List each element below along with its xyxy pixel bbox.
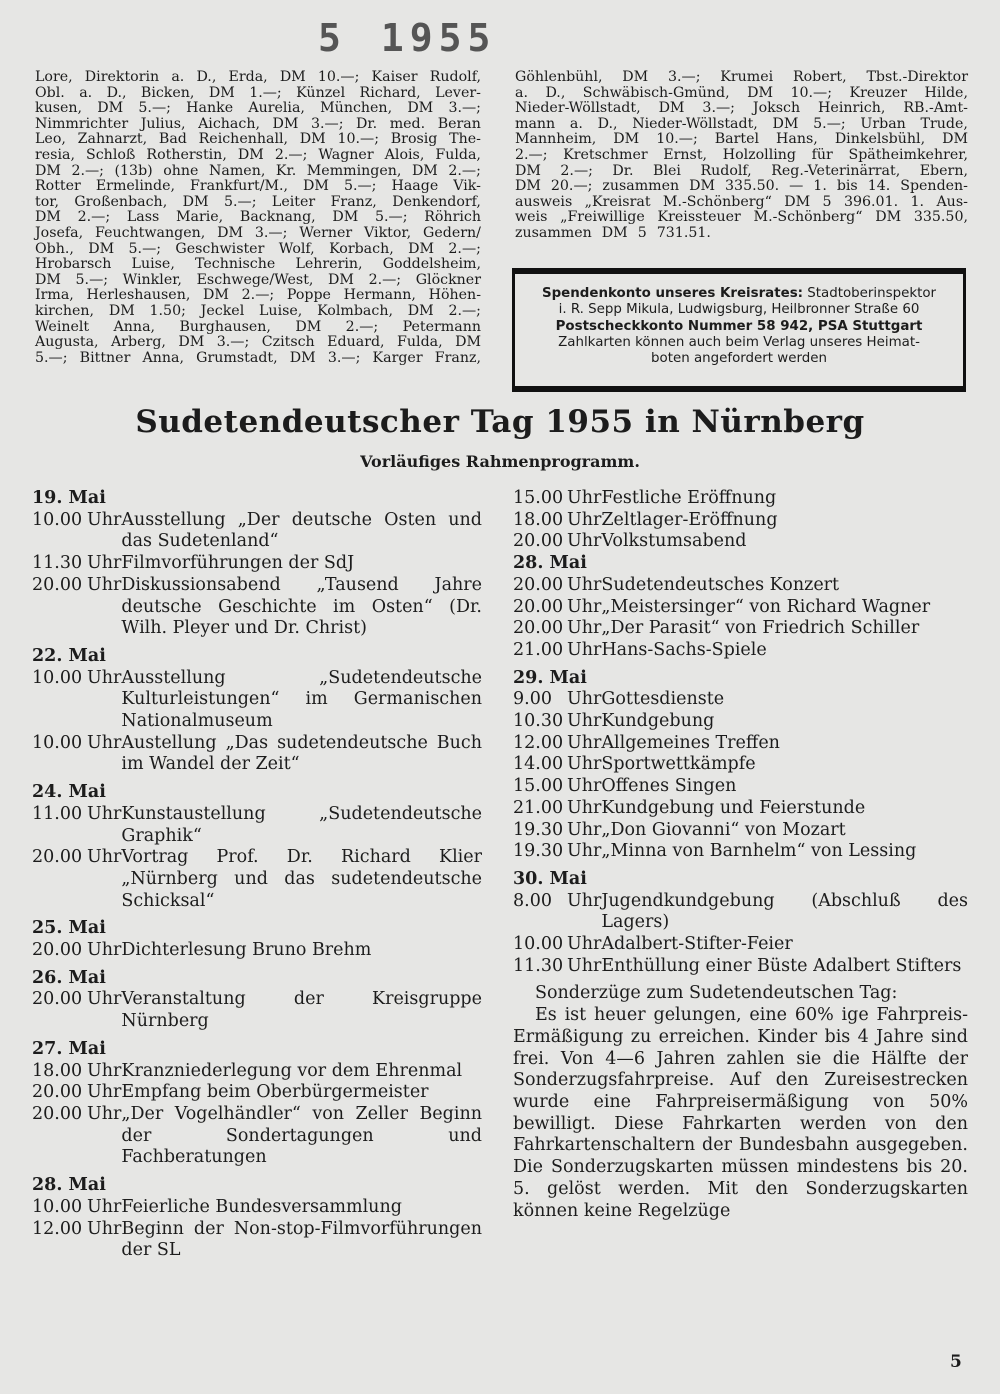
donor-line: Leo, Zahnarzt, Bad Reichenhall, DM 10.—; Brosig The- [35, 131, 481, 148]
program-day: 30. Mai [513, 868, 587, 889]
item-uhr: Uhr [87, 1196, 122, 1217]
item-uhr: Uhr [567, 797, 602, 818]
program-item [513, 488, 968, 510]
donor-line: weis „Freiwillige Kreissteuer M.-Schönberg“ DM 335.50, [515, 209, 968, 226]
program-item [32, 733, 482, 776]
item-time: 15.00 [513, 776, 564, 797]
program-item [513, 597, 968, 619]
donor-line: tor, Großenbach, DM 5.—; Leiter Franz, Denkendorf, [35, 193, 481, 210]
item-time: 12.00 [32, 1218, 83, 1239]
donor-line: DM 2.—; Lass Marie, Backnang, DM 5.—; Röhrich [35, 209, 481, 226]
item-uhr: Uhr [567, 890, 602, 911]
item-uhr: Uhr [87, 553, 122, 574]
program-item [32, 553, 482, 575]
item-uhr: Uhr [567, 531, 602, 552]
program-item [32, 510, 482, 553]
item-uhr: Uhr [567, 574, 602, 595]
item-time: 8.00 [513, 890, 552, 911]
item-time: 12.00 [513, 732, 564, 753]
program-item [513, 531, 968, 553]
donor-line: Obh., DM 5.—; Geschwister Wolf, Korbach, DM 2.—; [35, 240, 481, 257]
item-text: Gottesdienste [601, 689, 725, 710]
item-time: 18.00 [513, 509, 564, 530]
item-text: „Meistersinger“ von Richard Wagner [601, 596, 931, 617]
item-text: Zeltlager-Eröffnung [601, 509, 778, 530]
item-text: „Der Parasit“ von Friedrich Schiller [601, 618, 920, 639]
donor-line: Weinelt Anna, Burghausen, DM 2.—; Petermann [35, 318, 481, 335]
item-uhr: Uhr [567, 841, 602, 862]
article-title: Sudetendeutscher Tag 1955 in Nürnberg [135, 404, 865, 440]
donor-line: Rotter Ermelinde, Frankfurt/M., DM 5.—; Haage Vik- [35, 178, 481, 195]
program-item [513, 689, 968, 711]
program-day: 26. Mai [32, 967, 106, 988]
item-uhr: Uhr [567, 819, 602, 840]
item-text: Empfang beim Oberbürgermeister [121, 1082, 429, 1103]
item-uhr: Uhr [87, 847, 122, 868]
stamp-number: 5 [318, 16, 347, 60]
item-text: Allgemeines Treffen [601, 732, 780, 753]
item-time: 20.00 [32, 1082, 83, 1103]
box-note: Zahlkarten können auch beim Verlag unseres Heimat- [558, 334, 920, 350]
article-subtitle: Vorläufiges Rahmenprogramm. [360, 452, 640, 471]
program-day: 22. Mai [32, 645, 106, 666]
program-left-column [32, 488, 482, 1262]
item-uhr: Uhr [567, 509, 602, 530]
donor-line: Augusta, Arberg, DM 3.—; Czitsch Eduard, Fulda, DM [35, 334, 481, 351]
donor-line: Mannheim, DM 10.—; Bartel Hans, Dinkelsbühl, DM [515, 131, 968, 148]
donor-line: zusammen DM 5 731.51. [515, 224, 711, 241]
item-uhr: Uhr [567, 732, 602, 753]
item-uhr: Uhr [87, 574, 122, 595]
program-item [513, 776, 968, 798]
item-time: 10.30 [513, 711, 564, 732]
item-time: 20.00 [32, 847, 83, 868]
donor-line: Josefa, Feuchtwangen, DM 3.—; Werner Viktor, Gedern/ [35, 224, 481, 241]
program-item [513, 956, 968, 978]
program-item [32, 1061, 482, 1083]
item-uhr: Uhr [567, 776, 602, 797]
item-text: „Der Vogelhändler“ von Zeller Beginn der Sondertagungen und Fachberatungen [121, 1103, 482, 1168]
donor-line: kirchen, DM 1.50; Jeckel Luise, Kolmbach, DM 2.—; [35, 302, 481, 319]
item-text: Kunstaustellung „Sudetendeutsche Graphik“ [121, 803, 482, 846]
item-text: Filmvorführungen der SdJ [121, 553, 355, 574]
donor-line: Nimmrichter Julius, Aichach, DM 3.—; Dr. med. Beran [35, 115, 481, 132]
donor-line: Irma, Herleshausen, DM 2.—; Poppe Hermann, Höhen- [35, 287, 481, 304]
item-text: Veranstaltung der Kreisgruppe Nürnberg [121, 989, 482, 1032]
item-uhr: Uhr [567, 618, 602, 639]
item-uhr: Uhr [87, 803, 122, 824]
donor-line: DM 5.—; Winkler, Eschwege/West, DM 2.—; Glöckner [35, 271, 481, 288]
item-uhr: Uhr [87, 940, 122, 961]
item-uhr: Uhr [87, 1103, 122, 1124]
item-time: 21.00 [513, 797, 564, 818]
program-item [513, 733, 968, 755]
program-item [32, 1082, 482, 1104]
donor-line: 2.—; Kretschmer Ernst, Holzolling für Spätheimkehrer, [515, 146, 968, 163]
item-text: Enthüllung einer Büste Adalbert Stifters [601, 955, 962, 976]
program-item [513, 575, 968, 597]
donor-line: DM 2.—; Dr. Blei Rudolf, Reg.-Veterinärrat, Ebern, [515, 162, 968, 179]
item-time: 20.00 [32, 1103, 83, 1124]
program-item [513, 841, 968, 863]
item-text: Ausstellung „Sudetendeutsche Kulturleistungen“ im Germanischen Nationalmuseum [121, 667, 482, 732]
donor-line: mann a. D., Nieder-Wöllstadt, DM 5.—; Urban Trude, [515, 115, 968, 132]
program-item [513, 891, 968, 934]
program-item [32, 989, 482, 1032]
box-heading: Spendenkonto unseres Kreisrates: [541, 286, 804, 301]
program-item [32, 1219, 482, 1262]
item-uhr: Uhr [567, 488, 602, 508]
stamp-year: 1955 [380, 16, 497, 60]
donor-line: Lore, Direktorin a. D., Erda, DM 10.—; Kaiser Rudolf, [35, 69, 481, 85]
program-item [513, 510, 968, 532]
program-day: 28. Mai [32, 1175, 106, 1196]
item-time: 20.00 [513, 531, 564, 552]
item-text: Sportwettkämpfe [601, 754, 756, 775]
box-text: Stadtoberinspektor [803, 286, 937, 301]
program-day: 27. Mai [32, 1038, 106, 1059]
item-uhr: Uhr [87, 509, 122, 530]
item-time: 10.00 [32, 667, 83, 688]
item-text: Offenes Singen [601, 776, 737, 797]
item-text: Austellung „Das sudetendeutsche Buch im Wandel der Zeit“ [121, 732, 482, 775]
item-time: 14.00 [513, 754, 564, 775]
item-time: 15.00 [513, 488, 564, 508]
item-uhr: Uhr [87, 1060, 122, 1081]
item-uhr: Uhr [567, 689, 602, 710]
program-day: 28. Mai [513, 553, 587, 574]
program-item [513, 711, 968, 733]
item-text: Vortrag Prof. Dr. Richard Klier „Nürnberg und das sudetendeutsche Schicksal“ [121, 847, 482, 911]
item-time: 20.00 [513, 618, 564, 639]
donor-line: 5.—; Bittner Anna, Grumstadt, DM 3.—; Karger Franz, [35, 349, 481, 366]
item-text: Ausstellung „Der deutsche Osten und das Sudetenland“ [121, 509, 482, 552]
donor-line: ausweis „Kreisrat M.-Schönberg“ DM 5 396.01. 1. Aus- [515, 193, 968, 210]
item-text: Adalbert-Stifter-Feier [601, 934, 793, 955]
item-text: Festliche Eröffnung [601, 488, 777, 508]
program-day: 24. Mai [32, 782, 106, 803]
donor-list-right [515, 70, 968, 242]
program-item [32, 1197, 482, 1219]
program-item [513, 640, 968, 662]
item-time: 20.00 [513, 596, 564, 617]
item-time: 20.00 [32, 940, 83, 961]
item-uhr: Uhr [87, 1218, 122, 1239]
item-time: 11.00 [32, 803, 83, 824]
item-uhr: Uhr [87, 732, 122, 753]
program-item [32, 575, 482, 640]
program-item [513, 618, 968, 640]
donor-line: Hrobarsch Luise, Technische Lehrerin, Goddelsheim, [35, 256, 481, 273]
item-time: 18.00 [32, 1060, 83, 1081]
box-address: i. R. Sepp Mikula, Ludwigsburg, Heilbronner Straße 60 [558, 302, 920, 318]
item-uhr: Uhr [567, 596, 602, 617]
item-time: 10.00 [32, 509, 83, 530]
notes-heading: Sonderzüge zum Sudetendeutschen Tag: [535, 983, 898, 1004]
program-item [513, 820, 968, 842]
item-time: 20.00 [32, 574, 83, 595]
item-time: 10.00 [513, 934, 564, 955]
program-item [32, 668, 482, 733]
program-item [513, 754, 968, 776]
item-uhr: Uhr [567, 955, 602, 976]
special-trains-note [513, 983, 968, 1222]
item-time: 9.00 [513, 689, 552, 710]
item-uhr: Uhr [567, 711, 602, 732]
program-day: 29. Mai [513, 667, 587, 688]
item-uhr: Uhr [567, 754, 602, 775]
item-time: 21.00 [513, 639, 564, 660]
item-time: 20.00 [513, 574, 564, 595]
item-text: Kranzniederlegung vor dem Ehrenmal [121, 1060, 463, 1081]
item-uhr: Uhr [87, 989, 122, 1010]
item-uhr: Uhr [87, 1082, 122, 1103]
program-item [32, 940, 482, 962]
item-uhr: Uhr [87, 667, 122, 688]
item-text: Hans-Sachs-Spiele [601, 639, 767, 660]
program-item [513, 798, 968, 820]
item-time: 10.00 [32, 732, 83, 753]
donor-line: Obl. a. D., Bicken, DM 1.—; Künzel Richard, Lever- [35, 84, 481, 101]
page-number: 5 [950, 1352, 962, 1372]
item-text: Diskussionsabend „Tausend Jahre deutsche Geschichte im Osten“ (Dr. Wilh. Pleyer und Dr. Christ) [121, 574, 482, 639]
donation-account-box [512, 268, 966, 392]
item-uhr: Uhr [567, 934, 602, 955]
box-note-cont: boten angefordert werden [651, 351, 827, 367]
program-day: 25. Mai [32, 918, 106, 939]
item-text: Dichterlesung Bruno Brehm [121, 940, 372, 961]
donor-line: DM 20.—; zusammen DM 335.50. — 1. bis 14. Spenden- [515, 178, 968, 195]
donor-line: Nieder-Wöllstadt, DM 3.—; Joksch Heinrich, RB.-Amt- [515, 100, 968, 117]
donor-line: resia, Schloß Rotherstin, DM 2.—; Wagner Alois, Fulda, [35, 146, 481, 163]
donor-line: DM 2.—; (13b) ohne Namen, Kr. Memmingen, DM 2.—; [35, 162, 481, 179]
item-time: 11.30 [513, 955, 564, 976]
item-text: „Don Giovanni“ von Mozart [601, 819, 846, 840]
program-item [513, 934, 968, 956]
item-text: Jugendkundgebung (Abschluß des Lagers) [601, 890, 968, 933]
item-text: Volkstumsabend [601, 531, 747, 552]
date-stamp [318, 16, 530, 60]
item-time: 10.00 [32, 1196, 83, 1217]
donor-line: Göhlenbühl, DM 3.—; Krumei Robert, Tbst.-Direktor [515, 69, 968, 85]
item-text: „Minna von Barnhelm“ von Lessing [601, 841, 917, 862]
item-text: Feierliche Bundesversammlung [121, 1196, 402, 1217]
item-time: 11.30 [32, 553, 83, 574]
program-right-column [513, 488, 968, 1222]
program-day: 19. Mai [32, 488, 106, 508]
item-text: Kundgebung und Feierstunde [601, 797, 866, 818]
item-time: 19.30 [513, 841, 564, 862]
donor-line: a. D., Schwäbisch-Gmünd, DM 10.—; Kreuzer Hilde, [515, 84, 968, 101]
item-text: Beginn der Non-stop-Filmvorführungen der SL [121, 1218, 482, 1261]
item-time: 20.00 [32, 989, 83, 1010]
program-item [32, 804, 482, 847]
donor-line: kusen, DM 5.—; Hanke Aurelia, München, DM 3.—; [35, 100, 481, 117]
program-item [32, 847, 482, 912]
notes-text: Es ist heuer gelungen, eine 60% ige Fahrpreis-Ermäßigung zu erreichen. Kinder bis 4 Jahre sind frei. Von 4—6 Jahren zahlen sie die Hälfte der Sonderzugsfahrpreise. Auf den Zureisestrecken wurde eine Fahrpreisermäßigung von 50% bewilligt. Diese Fahrkarten werden von den Fahrkartenschaltern der Bundesbahn ausgegeben. Die Sonderzugskarten müssen mindestens bis 20. 5. gelöst werden. Mit den Sonderzugskarten können keine Regelzüge [513, 1005, 968, 1221]
item-time: 19.30 [513, 819, 564, 840]
item-uhr: Uhr [567, 639, 602, 660]
item-text: Kundgebung [601, 711, 715, 732]
program-item [32, 1104, 482, 1169]
box-account-number: Postscheckkonto Nummer 58 942, PSA Stuttgart [555, 318, 923, 334]
donor-list-left [35, 70, 481, 366]
item-text: Sudetendeutsches Konzert [601, 574, 840, 595]
